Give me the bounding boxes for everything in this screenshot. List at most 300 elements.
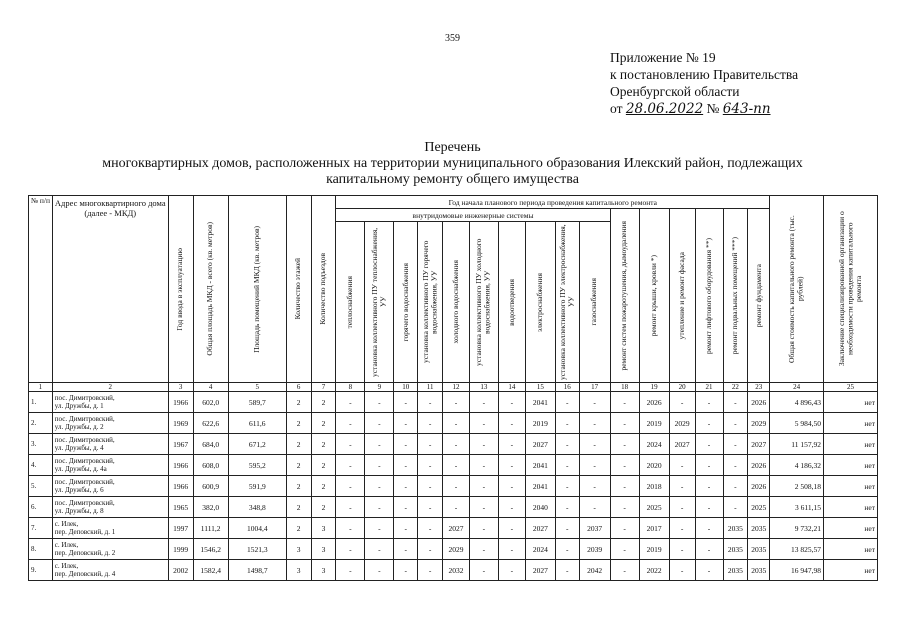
table-cell: - <box>579 476 610 497</box>
table-row <box>29 455 878 476</box>
table-cell: 2027 <box>525 560 555 581</box>
column-number: 1 <box>29 383 53 392</box>
header-c17-text: газоснабжения <box>589 278 599 326</box>
table-cell: 2029 <box>443 539 470 560</box>
address-cell <box>52 434 168 455</box>
table-cell: 2042 <box>579 560 610 581</box>
appendix-block <box>610 49 798 118</box>
table-cell: 1546,2 <box>193 539 228 560</box>
table-cell: - <box>695 497 723 518</box>
table-cell: - <box>610 413 639 434</box>
column-number: 16 <box>555 383 579 392</box>
address-line: ул. Дружбы, д. 4 <box>54 444 104 452</box>
table-cell: - <box>394 539 418 560</box>
header-c22-text: ремонт подвальных помещений ***) <box>730 236 740 355</box>
table-cell: 2 <box>311 434 336 455</box>
table-cell: - <box>695 455 723 476</box>
table-cell: нет <box>824 518 878 539</box>
column-number: 3 <box>168 383 193 392</box>
table-cell: 2002 <box>168 560 193 581</box>
column-number: 19 <box>639 383 669 392</box>
table-cell: - <box>365 560 394 581</box>
table-cell: - <box>723 413 748 434</box>
address-cell <box>52 497 168 518</box>
table-cell: 1967 <box>168 434 193 455</box>
table-cell: 2029 <box>669 413 695 434</box>
table-cell: 591,9 <box>228 476 286 497</box>
table-cell: 2 <box>286 455 311 476</box>
page-number: 359 <box>445 33 460 44</box>
header-premises-area-text: Площадь помещений МКД (кв. метров) <box>252 225 261 353</box>
table-cell: - <box>579 434 610 455</box>
header-c16 <box>555 222 579 383</box>
header-c8 <box>336 222 365 383</box>
table-cell: - <box>365 455 394 476</box>
header-c10-text: горячего водоснабжения <box>400 262 410 342</box>
table-cell: - <box>336 476 365 497</box>
table-cell: 2027 <box>525 518 555 539</box>
header-c13-text: установка коллективного ПУ холодного водоснабжения, УУ <box>474 238 492 366</box>
table-cell: 2037 <box>579 518 610 539</box>
header-c9-text: установка коллективного ПУ теплоснабжения, УУ <box>369 227 388 377</box>
table-cell: 2025 <box>748 497 770 518</box>
table-cell: 2024 <box>639 434 669 455</box>
header-year <box>168 196 193 383</box>
address-cell <box>52 476 168 497</box>
table-cell: - <box>498 455 525 476</box>
header-c11 <box>418 222 443 383</box>
header-period-group: Год начала планового периода проведения капитального ремонта <box>336 196 770 209</box>
table-cell: - <box>469 434 498 455</box>
table-cell: - <box>365 413 394 434</box>
table-cell: 2019 <box>525 413 555 434</box>
table-cell: - <box>418 497 443 518</box>
table-cell: 3 <box>286 560 311 581</box>
title-line-3: капитальному ремонту общего имущества <box>326 172 579 187</box>
row-number-cell: 2. <box>29 413 53 434</box>
header-c22 <box>723 209 748 383</box>
table-cell: 2027 <box>443 518 470 539</box>
table-cell: - <box>418 560 443 581</box>
table-cell: нет <box>824 455 878 476</box>
header-conclusion <box>824 196 878 383</box>
header-c23 <box>748 209 770 383</box>
table-cell: 1582,4 <box>193 560 228 581</box>
address-cell <box>52 518 168 539</box>
table-cell: - <box>365 497 394 518</box>
address-line: пос. Димитровский, <box>54 414 115 423</box>
table-cell: - <box>418 413 443 434</box>
table-cell: 2026 <box>748 455 770 476</box>
table-cell: 3 <box>311 560 336 581</box>
table-cell: 600,9 <box>193 476 228 497</box>
table-cell: 2035 <box>748 560 770 581</box>
column-number: 14 <box>498 383 525 392</box>
table-cell: нет <box>824 476 878 497</box>
table-cell: 2 <box>311 476 336 497</box>
header-floors <box>286 196 311 383</box>
table-cell: - <box>669 560 695 581</box>
header-premises-area <box>228 196 286 383</box>
table-cell: - <box>610 518 639 539</box>
appendix-date-prefix: от <box>610 101 623 116</box>
table-cell: - <box>336 497 365 518</box>
header-c11-text: установка коллективного ПУ горячего водоснабжения, УУ <box>420 240 439 364</box>
table-cell: - <box>695 476 723 497</box>
table-cell: - <box>555 392 579 413</box>
table-cell: - <box>695 413 723 434</box>
header-floors-text: Количество этажей <box>293 258 303 320</box>
table-row <box>29 434 878 455</box>
column-number: 7 <box>311 383 336 392</box>
table-cell: - <box>418 539 443 560</box>
address-cell <box>52 539 168 560</box>
table-cell: - <box>610 476 639 497</box>
column-number: 11 <box>418 383 443 392</box>
table-cell: - <box>610 434 639 455</box>
table-cell: 2019 <box>639 539 669 560</box>
table-cell: 2027 <box>525 434 555 455</box>
table-cell: - <box>394 434 418 455</box>
column-number: 20 <box>669 383 695 392</box>
table-cell: - <box>498 392 525 413</box>
header-c8-text: теплоснабжения <box>345 275 355 329</box>
table-cell: - <box>469 392 498 413</box>
column-number: 6 <box>286 383 311 392</box>
header-c17 <box>579 222 610 383</box>
table-cell: - <box>723 434 748 455</box>
table-cell: 2 <box>286 392 311 413</box>
address-line: с. Илек, <box>54 519 79 528</box>
table-cell: - <box>555 476 579 497</box>
address-cell <box>52 560 168 581</box>
header-year-text: Год ввода в эксплуатацию <box>175 247 185 331</box>
table-cell: - <box>555 413 579 434</box>
table-cell: 1111,2 <box>193 518 228 539</box>
table-cell: 2026 <box>748 476 770 497</box>
table-cell: - <box>669 539 695 560</box>
column-number: 21 <box>695 383 723 392</box>
appendix-line-3: Оренбургской области <box>610 84 740 99</box>
table-cell: 2 <box>286 476 311 497</box>
table-cell: - <box>336 413 365 434</box>
table-cell: 684,0 <box>193 434 228 455</box>
table-body <box>29 383 878 581</box>
table-cell: - <box>443 476 470 497</box>
table-cell: 348,8 <box>228 497 286 518</box>
header-total-area <box>193 196 228 383</box>
table-cell: - <box>394 476 418 497</box>
column-number: 5 <box>228 383 286 392</box>
table-cell: 1521,3 <box>228 539 286 560</box>
table-cell: 2041 <box>525 392 555 413</box>
table-cell: 2 <box>311 413 336 434</box>
table-cell: 16 947,98 <box>770 560 824 581</box>
table-cell: 1966 <box>168 392 193 413</box>
header-c12-text: холодного водоснабжения <box>450 260 460 344</box>
column-number: 22 <box>723 383 748 392</box>
table-cell: 1965 <box>168 497 193 518</box>
table-cell: - <box>555 455 579 476</box>
table-cell: - <box>394 392 418 413</box>
table-cell: нет <box>824 434 878 455</box>
table-cell: - <box>469 476 498 497</box>
houses-table <box>28 195 878 581</box>
table-cell: - <box>498 518 525 539</box>
address-line: пос. Димитровский, <box>54 393 115 402</box>
header-c20-text: утепление и ремонт фасада <box>676 251 686 340</box>
appendix-date: 28.06.2022 <box>625 101 704 117</box>
table-cell: - <box>610 539 639 560</box>
table-cell: 2029 <box>748 413 770 434</box>
table-cell: - <box>469 518 498 539</box>
table-cell: 589,7 <box>228 392 286 413</box>
table-cell: 1004,4 <box>228 518 286 539</box>
row-number-cell: 4. <box>29 455 53 476</box>
table-cell: - <box>723 476 748 497</box>
table-cell: - <box>669 476 695 497</box>
header-c9 <box>365 222 394 383</box>
header-c14-text: водоотведения <box>506 278 516 326</box>
appendix-number: 643-пп <box>722 101 771 117</box>
column-number: 2 <box>52 383 168 392</box>
table-row <box>29 476 878 497</box>
table-cell: - <box>610 497 639 518</box>
appendix-number-label: № <box>706 101 720 116</box>
header-c10 <box>394 222 418 383</box>
table-cell: 1966 <box>168 476 193 497</box>
table-cell: 3 611,15 <box>770 497 824 518</box>
table-cell: 671,2 <box>228 434 286 455</box>
table-cell: 2018 <box>639 476 669 497</box>
table-cell: 2041 <box>525 476 555 497</box>
table-cell: 2 <box>286 434 311 455</box>
table-cell: 4 186,32 <box>770 455 824 476</box>
table-cell: - <box>336 455 365 476</box>
table-cell: - <box>469 497 498 518</box>
table-cell: - <box>418 518 443 539</box>
table-cell: - <box>555 539 579 560</box>
table-cell: - <box>418 434 443 455</box>
table-cell: - <box>365 434 394 455</box>
table-cell: - <box>443 497 470 518</box>
table-cell: 2 <box>286 518 311 539</box>
column-number: 8 <box>336 383 365 392</box>
appendix-line-1: Приложение № 19 <box>610 50 716 65</box>
address-cell <box>52 392 168 413</box>
header-c12 <box>443 222 470 383</box>
column-number: 9 <box>365 383 394 392</box>
header-c15 <box>525 222 555 383</box>
appendix-line-2: к постановлению Правительства <box>610 67 799 82</box>
table-cell: - <box>555 518 579 539</box>
table-cell: 1966 <box>168 455 193 476</box>
header-c21 <box>695 209 723 383</box>
header-c20 <box>669 209 695 383</box>
table-cell: - <box>336 539 365 560</box>
table-cell: - <box>498 413 525 434</box>
table-cell: 2 <box>311 392 336 413</box>
address-line: ул. Дружбы, д. 4а <box>54 465 107 473</box>
table-cell: - <box>610 392 639 413</box>
table-cell: - <box>695 518 723 539</box>
table-cell: 5 984,50 <box>770 413 824 434</box>
table-cell: - <box>394 497 418 518</box>
address-line: ул. Дружбы, д. 1 <box>54 402 104 410</box>
table-cell: 2035 <box>748 518 770 539</box>
table-cell: 9 732,21 <box>770 518 824 539</box>
row-number-cell: 7. <box>29 518 53 539</box>
column-number: 15 <box>525 383 555 392</box>
table-cell: - <box>336 434 365 455</box>
header-entrances <box>311 196 336 383</box>
table-cell: - <box>469 455 498 476</box>
table-cell: 2032 <box>443 560 470 581</box>
table-cell: - <box>394 413 418 434</box>
table-cell: 382,0 <box>193 497 228 518</box>
table-cell: - <box>555 560 579 581</box>
column-number: 25 <box>824 383 878 392</box>
table-cell: - <box>443 434 470 455</box>
table-cell: 3 <box>286 539 311 560</box>
table-cell: 2035 <box>723 560 748 581</box>
table-cell: 2017 <box>639 518 669 539</box>
table-cell: 1498,7 <box>228 560 286 581</box>
table-cell: 2026 <box>639 392 669 413</box>
address-cell <box>52 413 168 434</box>
table-cell: 4 896,43 <box>770 392 824 413</box>
table-cell: 2019 <box>639 413 669 434</box>
address-line: пер. Деповский, д. 4 <box>54 570 116 578</box>
table-cell: - <box>365 476 394 497</box>
table-cell: - <box>723 392 748 413</box>
table-cell: 2027 <box>669 434 695 455</box>
table-cell: 2039 <box>579 539 610 560</box>
table-cell: - <box>365 518 394 539</box>
table-cell: - <box>723 497 748 518</box>
table-cell: - <box>498 434 525 455</box>
table-cell: нет <box>824 392 878 413</box>
table-cell: - <box>669 455 695 476</box>
header-c21-text: ремонт лифтового оборудования **) <box>703 237 713 354</box>
row-number-cell: 3. <box>29 434 53 455</box>
table-cell: - <box>418 455 443 476</box>
table-cell: 2035 <box>723 539 748 560</box>
column-number: 23 <box>748 383 770 392</box>
column-number: 13 <box>469 383 498 392</box>
table-cell: 2025 <box>639 497 669 518</box>
table-cell: - <box>418 476 443 497</box>
table-cell: - <box>443 455 470 476</box>
table-cell: нет <box>824 497 878 518</box>
table-cell: - <box>365 392 394 413</box>
table-cell: 2 <box>311 497 336 518</box>
column-number: 17 <box>579 383 610 392</box>
table-cell: 2020 <box>639 455 669 476</box>
address-line: пос. Димитровский, <box>54 456 115 465</box>
header-c16-text: установка коллективного ПУ электроснабжения, УУ <box>557 224 576 380</box>
table-cell: - <box>418 392 443 413</box>
appendix-line-4 <box>610 100 798 118</box>
row-number-cell: 5. <box>29 476 53 497</box>
table-cell: 1999 <box>168 539 193 560</box>
table-cell: - <box>443 413 470 434</box>
header-entrances-text: Количество подъездов <box>318 253 328 325</box>
address-line: пос. Димитровский, <box>54 435 115 444</box>
table-cell: 2026 <box>748 392 770 413</box>
table-cell: 2 <box>286 497 311 518</box>
table-cell: 2 508,18 <box>770 476 824 497</box>
table-cell: - <box>443 392 470 413</box>
table-cell: 1969 <box>168 413 193 434</box>
address-line: с. Илек, <box>54 561 79 570</box>
table-cell: 2035 <box>748 539 770 560</box>
header-c18 <box>610 209 639 383</box>
table-cell: 11 157,92 <box>770 434 824 455</box>
address-line: пер. Деповский, д. 2 <box>54 549 116 557</box>
table-cell: 611,6 <box>228 413 286 434</box>
table-cell: - <box>336 518 365 539</box>
header-cost-text: Общая стоимость капитального ремонта (тыс. рублей) <box>787 215 805 363</box>
table-cell: - <box>669 518 695 539</box>
row-number-cell: 6. <box>29 497 53 518</box>
title-line-1: Перечень <box>424 140 481 155</box>
table-cell: 2 <box>311 455 336 476</box>
table-row <box>29 539 878 560</box>
header-c15-text: электроснабжения <box>535 272 545 332</box>
table-cell: - <box>555 497 579 518</box>
table-cell: - <box>498 539 525 560</box>
table-cell: 3 <box>311 539 336 560</box>
table-cell: 13 825,57 <box>770 539 824 560</box>
table-row <box>29 560 878 581</box>
row-number-cell: 1. <box>29 392 53 413</box>
header-systems-group: внутридомовые инженерные системы <box>336 209 610 222</box>
table-cell: - <box>695 392 723 413</box>
table-row <box>29 497 878 518</box>
table-cell: - <box>669 497 695 518</box>
table-cell: - <box>469 539 498 560</box>
table-cell: - <box>394 518 418 539</box>
header-c13 <box>469 222 498 383</box>
table-cell: - <box>394 455 418 476</box>
table-cell: - <box>695 560 723 581</box>
address-line: с. Илек, <box>54 540 79 549</box>
column-number: 10 <box>394 383 418 392</box>
header-address: Адрес многоквартирного дома (далее - МКД) <box>52 196 168 383</box>
table-cell: - <box>695 539 723 560</box>
table-cell: 2 <box>286 413 311 434</box>
table-cell: - <box>579 455 610 476</box>
table-cell: - <box>555 434 579 455</box>
table-cell: - <box>579 392 610 413</box>
table-cell: - <box>669 392 695 413</box>
header-c19-text: ремонт крыши, кровли *) <box>648 254 658 337</box>
table-cell: нет <box>824 560 878 581</box>
table-row <box>29 413 878 434</box>
header-c23-text: ремонт фундамента <box>753 263 763 328</box>
table-cell: 2027 <box>748 434 770 455</box>
table-cell: 622,6 <box>193 413 228 434</box>
table-cell: нет <box>824 413 878 434</box>
table-cell: - <box>579 413 610 434</box>
address-line: пос. Димитровский, <box>54 498 115 507</box>
address-line: пер. Деповский, д. 1 <box>54 528 116 536</box>
table-cell: 2035 <box>723 518 748 539</box>
header-c14 <box>498 222 525 383</box>
header-c18-text: ремонт систем пожаротушения, дымоудаления <box>619 220 629 371</box>
header-num: № п/п <box>29 196 53 383</box>
